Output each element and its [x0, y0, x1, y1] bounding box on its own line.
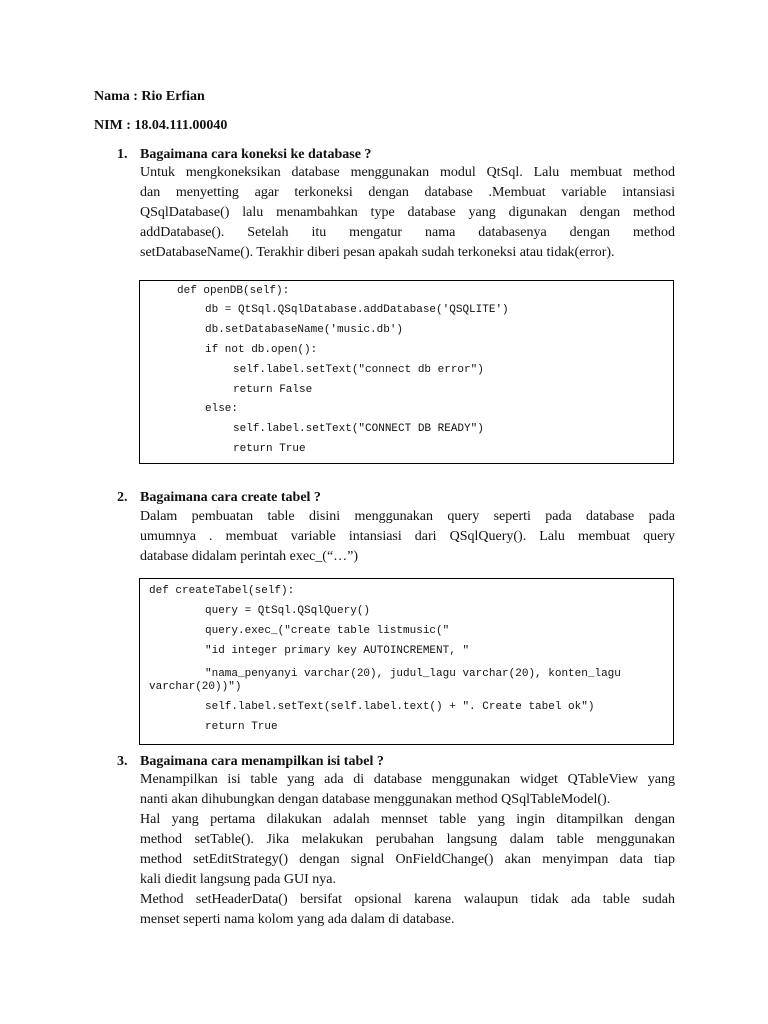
question-2-answer: [140, 507, 675, 567]
code-line: self.label.setText("CONNECT DB READY"): [233, 423, 484, 435]
answer-line: method setTable(). Jika melakukan perubahan langsung dalam table menggunakan: [140, 832, 675, 847]
code-line: else:: [205, 403, 239, 415]
code-line: query.exec_("create table listmusic(": [205, 625, 450, 637]
answer-line: Menampilkan isi table yang ada di database menggunakan widget QTableView yang: [140, 772, 675, 787]
code-line: return True: [233, 443, 306, 455]
student-name: Nama : Rio Erfian: [94, 89, 205, 104]
code-line: db = QtSql.QSqlDatabase.addDatabase('QSQLITE'): [205, 304, 509, 316]
answer-line: menset seperti nama kolom yang ada dalam di database.: [140, 912, 455, 927]
code-line: varchar(20))"): [149, 681, 242, 693]
answer-line: method setEditStrategy() dengan signal OnFieldChange() akan menyimpan data tiap: [140, 852, 675, 867]
answer-line: kali diedit langsung pada GUI nya.: [140, 872, 336, 887]
question-1-title: Bagaimana cara koneksi ke database ?: [140, 147, 372, 162]
answer-line: QSqlDatabase() lalu menambahkan type database yang digunakan dengan method: [140, 205, 675, 220]
question-3-number: 3.: [117, 754, 128, 769]
question-1-number: 1.: [117, 147, 128, 162]
code-line: if not db.open():: [205, 344, 318, 356]
answer-line: nanti akan dihubungkan dengan database menggunakan method QSqlTableModel().: [140, 792, 611, 807]
code-line: db.setDatabaseName('music.db'): [205, 324, 404, 336]
answer-line: Untuk mengkoneksikan database menggunakan modul QtSql. Lalu membuat method: [140, 165, 675, 180]
code-line: return False: [233, 384, 313, 396]
question-3-title: Bagaimana cara menampilkan isi tabel ?: [140, 754, 384, 769]
code-line: self.label.setText(self.label.text() + ". Create tabel ok"): [205, 701, 595, 713]
answer-line: umumnya . membuat variable intansiasi dari QSqlQuery(). Lalu membuat query: [140, 529, 675, 544]
answer-line: dan menyetting agar terkoneksi dengan database .Membuat variable intansiasi: [140, 185, 675, 200]
answer-line: Method setHeaderData() bersifat opsional karena walaupun tidak ada table sudah: [140, 892, 675, 907]
student-nim: NIM : 18.04.111.00040: [94, 118, 228, 133]
code-line: self.label.setText("connect db error"): [233, 364, 484, 376]
code-block-createtabel: [139, 578, 674, 745]
answer-line: Dalam pembuatan table disini menggunakan query seperti pada database pada: [140, 509, 675, 524]
answer-line: database didalam perintah exec_(“…”): [140, 549, 359, 564]
question-2-number: 2.: [117, 490, 128, 505]
code-line: "nama_penyanyi varchar(20), judul_lagu varchar(20), konten_lagu: [205, 668, 621, 680]
question-3-answer: [140, 770, 675, 930]
code-line: "id integer primary key AUTOINCREMENT, ": [205, 645, 470, 657]
answer-line: setDatabaseName(). Terakhir diberi pesan apakah sudah terkoneksi atau tidak(error).: [140, 245, 615, 260]
answer-line: Hal yang pertama dilakukan adalah mennset table yang ingin ditampilkan dengan: [140, 812, 675, 827]
code-line: query = QtSql.QSqlQuery(): [205, 605, 371, 617]
answer-line: addDatabase(). Setelah itu mengatur nama databasenya dengan method: [140, 225, 675, 240]
code-line: return True: [205, 721, 278, 733]
question-1-answer: [140, 163, 675, 263]
code-line: def createTabel(self):: [149, 585, 295, 597]
code-line: def openDB(self):: [177, 285, 290, 297]
question-2-title: Bagaimana cara create tabel ?: [140, 490, 321, 505]
code-block-opendb: [139, 280, 674, 464]
